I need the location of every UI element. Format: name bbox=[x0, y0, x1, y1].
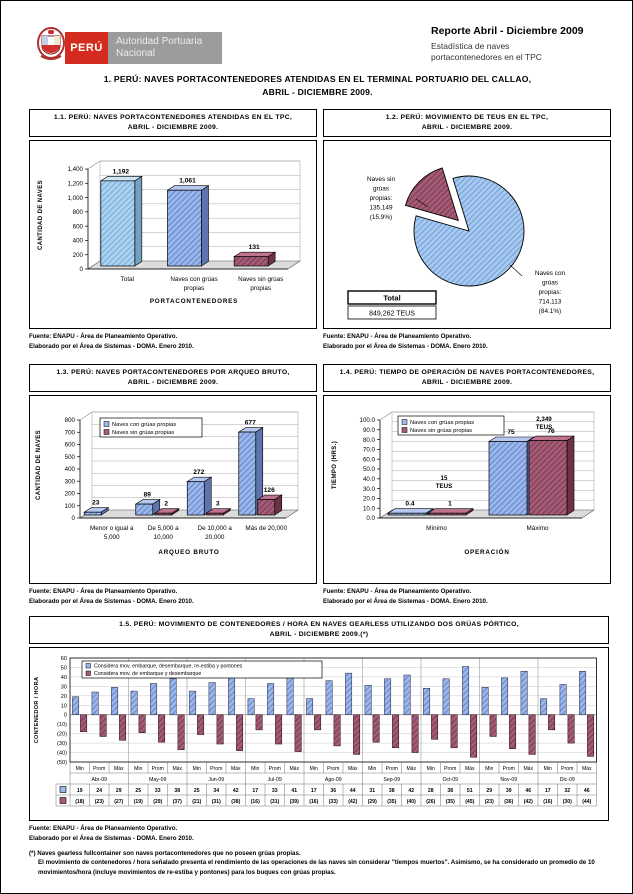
svg-text:Sep-09: Sep-09 bbox=[383, 777, 401, 784]
svg-text:40.0: 40.0 bbox=[362, 476, 375, 484]
bar-chart-contenedores-hora bbox=[30, 650, 606, 818]
svg-text:(38): (38) bbox=[231, 799, 241, 806]
svg-text:20: 20 bbox=[60, 694, 67, 701]
svg-text:(36): (36) bbox=[504, 799, 514, 806]
svg-text:29: 29 bbox=[115, 788, 122, 795]
svg-text:1: 1 bbox=[448, 501, 452, 509]
svg-text:(19): (19) bbox=[133, 799, 143, 806]
svg-text:Prom: Prom bbox=[93, 766, 106, 773]
svg-text:131: 131 bbox=[248, 244, 260, 252]
svg-text:propias:: propias: bbox=[369, 195, 393, 203]
panel-1-2-chart-box bbox=[323, 140, 611, 329]
page-title bbox=[1, 73, 633, 99]
svg-text:1,000: 1,000 bbox=[67, 195, 83, 203]
panel-1-2-title bbox=[323, 109, 611, 137]
svg-text:10,000: 10,000 bbox=[153, 534, 173, 542]
svg-text:propias: propias bbox=[183, 285, 205, 293]
svg-text:(35): (35) bbox=[387, 799, 397, 806]
panel-1-5-chart-box bbox=[29, 647, 609, 821]
svg-text:Máx: Máx bbox=[113, 766, 124, 773]
svg-text:(40): (40) bbox=[57, 750, 67, 757]
svg-text:Naves con grúas: Naves con grúas bbox=[170, 276, 218, 284]
panel-1-1-title-line2: ABRIL - DICIEMBRE 2009. bbox=[127, 124, 219, 132]
svg-text:(16): (16) bbox=[543, 799, 553, 806]
panel-1-3-source bbox=[29, 587, 317, 606]
source-line2: Elaborado por el Área de Sistemas - DOMA. Enero 2010. bbox=[29, 834, 194, 842]
svg-text:(18): (18) bbox=[75, 799, 85, 806]
svg-text:400: 400 bbox=[72, 238, 83, 246]
svg-text:(84.1%): (84.1%) bbox=[538, 308, 562, 316]
svg-text:Min: Min bbox=[485, 766, 494, 773]
svg-text:(21): (21) bbox=[192, 799, 202, 806]
svg-text:Total: Total bbox=[120, 276, 134, 284]
report-subtitle-line1: Estadística de naves bbox=[431, 41, 510, 51]
svg-text:May-09: May-09 bbox=[149, 777, 167, 784]
svg-text:Ago-09: Ago-09 bbox=[324, 777, 342, 784]
svg-text:1,061: 1,061 bbox=[179, 178, 196, 186]
report-header bbox=[431, 25, 616, 63]
svg-text:41: 41 bbox=[291, 788, 298, 795]
panel-1-1-title-line1: 1.1. PERÚ: NAVES PORTACONTENEDORES ATENDIDAS EN EL TPC, bbox=[53, 114, 293, 121]
svg-text:Min: Min bbox=[543, 766, 552, 773]
svg-text:Naves sin: Naves sin bbox=[366, 176, 396, 184]
svg-text:0.0: 0.0 bbox=[366, 515, 375, 523]
svg-text:(45): (45) bbox=[465, 799, 475, 806]
svg-text:(39): (39) bbox=[289, 799, 299, 806]
svg-text:0: 0 bbox=[71, 515, 75, 523]
svg-text:0: 0 bbox=[63, 713, 67, 720]
footnote-line3: movimientos/hora (incluye movimientos de re-estiba y pontones) para los buques con grúas propias. bbox=[38, 868, 336, 876]
svg-text:90.0: 90.0 bbox=[362, 427, 375, 435]
bar-chart-tiempo-operacion bbox=[324, 396, 610, 581]
svg-text:TEUS: TEUS bbox=[435, 483, 453, 491]
svg-text:(31): (31) bbox=[270, 799, 280, 806]
svg-text:Oct-09: Oct-09 bbox=[442, 777, 459, 784]
svg-text:32: 32 bbox=[564, 788, 571, 795]
panel-1-4-title-line2: ABRIL - DICIEMBRE 2009. bbox=[421, 379, 513, 387]
svg-text:(20): (20) bbox=[57, 732, 67, 739]
svg-text:TEUS: TEUS bbox=[535, 424, 553, 432]
source-line1: Fuente: ENAPU - Área de Planeamiento Operativo. bbox=[29, 333, 178, 341]
svg-text:Más de 20,000: Más de 20,000 bbox=[245, 525, 288, 533]
svg-text:Prom: Prom bbox=[502, 766, 515, 773]
svg-text:Naves con grúas propias: Naves con grúas propias bbox=[410, 420, 475, 427]
panel-1-3-title-line2: ABRIL - DICIEMBRE 2009. bbox=[127, 379, 219, 387]
svg-text:(35): (35) bbox=[445, 799, 455, 806]
svg-text:(30): (30) bbox=[562, 799, 572, 806]
panel-1-5-source bbox=[29, 824, 609, 877]
svg-text:800: 800 bbox=[64, 417, 75, 425]
panel-1-5-title-line1: 1.5. PERÚ: MOVIMIENTO DE CONTENEDORES / HORA EN NAVES GEARLESS UTILIZANDO DOS GRÚAS PÓRTICO, bbox=[119, 621, 519, 628]
svg-text:(16): (16) bbox=[250, 799, 260, 806]
svg-text:44: 44 bbox=[349, 788, 356, 795]
svg-text:60.0: 60.0 bbox=[362, 456, 375, 464]
svg-text:600: 600 bbox=[64, 442, 75, 450]
footnote-line1: (*) Naves gearless fullcontainer son naves portacontenedores que no poseen grúas propias. bbox=[29, 849, 301, 857]
svg-text:36: 36 bbox=[330, 788, 337, 795]
svg-text:34: 34 bbox=[213, 788, 220, 795]
svg-text:De 5,000 a: De 5,000 a bbox=[147, 525, 179, 533]
svg-text:17: 17 bbox=[310, 788, 317, 795]
svg-text:Prom: Prom bbox=[151, 766, 164, 773]
svg-text:Prom: Prom bbox=[327, 766, 340, 773]
svg-text:(44): (44) bbox=[582, 799, 592, 806]
panel-1-5 bbox=[29, 616, 609, 877]
svg-text:(10): (10) bbox=[57, 722, 67, 729]
svg-text:29: 29 bbox=[486, 788, 493, 795]
svg-text:5,000: 5,000 bbox=[103, 534, 120, 542]
svg-text:(30): (30) bbox=[57, 741, 67, 748]
svg-text:Naves con grúas propias: Naves con grúas propias bbox=[112, 422, 177, 429]
source-line1: Fuente: ENAPU - Área de Planeamiento Operativo. bbox=[323, 588, 472, 596]
svg-text:40: 40 bbox=[60, 675, 67, 682]
pie-chart-movimiento-teus bbox=[324, 141, 610, 326]
svg-text:(50): (50) bbox=[57, 760, 67, 767]
svg-text:Máx: Máx bbox=[581, 766, 592, 773]
svg-text:Máximo: Máximo bbox=[526, 525, 549, 533]
svg-text:Máx: Máx bbox=[523, 766, 534, 773]
panel-1-3-title-line1: 1.3. PERÚ: NAVES PORTACONTENEDORES POR ARQUEO BRUTO, bbox=[56, 369, 290, 376]
svg-text:33: 33 bbox=[154, 788, 161, 795]
svg-text:200: 200 bbox=[72, 252, 83, 260]
source-line2: Elaborado por el Área de Sistemas - DOMA. Enero 2010. bbox=[323, 342, 488, 350]
svg-text:Dic-09: Dic-09 bbox=[559, 777, 575, 784]
panel-1-4 bbox=[323, 364, 611, 607]
peru-coat-of-arms-icon bbox=[37, 26, 65, 64]
peru-brand-badge bbox=[65, 32, 108, 64]
svg-text:Nov-09: Nov-09 bbox=[500, 777, 518, 784]
svg-text:Prom: Prom bbox=[385, 766, 398, 773]
svg-text:Min: Min bbox=[192, 766, 201, 773]
svg-text:10: 10 bbox=[60, 703, 67, 710]
panel-1-1-source bbox=[29, 332, 317, 351]
svg-text:(23): (23) bbox=[94, 799, 104, 806]
panel-1-1 bbox=[29, 109, 317, 352]
svg-text:Considera mov. de embarque y d: Considera mov. de embarque y desembarque bbox=[94, 671, 202, 678]
svg-text:Máx: Máx bbox=[289, 766, 300, 773]
svg-text:(26): (26) bbox=[426, 799, 436, 806]
svg-text:CONTENEDOR / HORA: CONTENEDOR / HORA bbox=[34, 677, 40, 744]
svg-text:135,149: 135,149 bbox=[369, 204, 393, 212]
svg-text:30.0: 30.0 bbox=[362, 486, 375, 494]
svg-text:Mínimo: Mínimo bbox=[426, 525, 447, 533]
svg-text:Jun-09: Jun-09 bbox=[208, 777, 225, 784]
page-title-line1: 1. PERÚ: NAVES PORTACONTENEDORES ATENDIDAS EN EL TERMINAL PORTUARIO DEL CALLAO, bbox=[103, 74, 532, 84]
svg-text:Naves con: Naves con bbox=[534, 270, 566, 278]
svg-text:714,113: 714,113 bbox=[538, 298, 562, 306]
svg-text:15: 15 bbox=[440, 475, 448, 483]
svg-text:200: 200 bbox=[64, 491, 75, 499]
svg-text:700: 700 bbox=[64, 429, 75, 437]
svg-text:Min: Min bbox=[134, 766, 143, 773]
svg-text:100: 100 bbox=[64, 503, 75, 511]
svg-text:Total: Total bbox=[383, 293, 401, 303]
svg-text:46: 46 bbox=[583, 788, 590, 795]
svg-text:20.0: 20.0 bbox=[362, 495, 375, 503]
svg-text:(27): (27) bbox=[114, 799, 124, 806]
svg-text:25: 25 bbox=[135, 788, 142, 795]
svg-text:Jul-09: Jul-09 bbox=[267, 777, 282, 784]
svg-text:grúas: grúas bbox=[542, 279, 558, 287]
panel-1-2-title-line1: 1.2. PERÚ: MOVIMIENTO DE TEUS EN EL TPC, bbox=[385, 114, 549, 121]
svg-text:PORTACONTENEDORES: PORTACONTENEDORES bbox=[149, 298, 239, 306]
panel-1-3 bbox=[29, 364, 317, 607]
svg-text:Naves sin grúas: Naves sin grúas bbox=[238, 276, 284, 284]
page-title-line2: ABRIL - DICIEMBRE 2009. bbox=[262, 86, 373, 97]
svg-text:(42): (42) bbox=[348, 799, 358, 806]
svg-text:1,400: 1,400 bbox=[67, 166, 83, 174]
svg-text:38: 38 bbox=[447, 788, 454, 795]
svg-text:400: 400 bbox=[64, 466, 75, 474]
source-line1: Fuente: ENAPU - Área de Planeamiento Operativo. bbox=[323, 333, 472, 341]
svg-text:500: 500 bbox=[64, 454, 75, 462]
svg-text:50: 50 bbox=[60, 665, 67, 672]
svg-text:39: 39 bbox=[505, 788, 512, 795]
svg-text:Prom: Prom bbox=[444, 766, 457, 773]
svg-text:Máx: Máx bbox=[347, 766, 358, 773]
svg-text:23: 23 bbox=[92, 500, 100, 508]
apn-brand-line2: Nacional bbox=[116, 47, 155, 59]
svg-text:2,349: 2,349 bbox=[536, 416, 552, 424]
svg-text:ARQUEO BRUTO: ARQUEO BRUTO bbox=[158, 549, 220, 557]
svg-text:600: 600 bbox=[72, 223, 83, 231]
svg-text:(40): (40) bbox=[406, 799, 416, 806]
svg-text:propias: propias bbox=[250, 285, 271, 293]
svg-text:17: 17 bbox=[252, 788, 259, 795]
source-line2: Elaborado por el Área de Sistemas - DOMA. Enero 2010. bbox=[323, 597, 488, 605]
report-title: Reporte Abril - Diciembre 2009 bbox=[431, 25, 584, 37]
svg-text:3: 3 bbox=[215, 501, 220, 509]
svg-text:Min: Min bbox=[251, 766, 260, 773]
svg-text:Máx: Máx bbox=[464, 766, 475, 773]
svg-text:Máx: Máx bbox=[406, 766, 417, 773]
svg-text:2: 2 bbox=[164, 501, 169, 509]
svg-text:grúas: grúas bbox=[373, 185, 389, 193]
panel-1-4-title-line1: 1.4. PERÚ: TIEMPO DE OPERACIÓN DE NAVES PORTACONTENEDORES, bbox=[339, 369, 595, 376]
svg-text:(15.9%): (15.9%) bbox=[369, 214, 393, 222]
svg-text:Abr-09: Abr-09 bbox=[91, 777, 108, 784]
svg-text:30: 30 bbox=[60, 684, 67, 691]
svg-text:800: 800 bbox=[72, 209, 83, 217]
svg-text:Prom: Prom bbox=[268, 766, 281, 773]
svg-text:28: 28 bbox=[427, 788, 434, 795]
svg-text:Prom: Prom bbox=[561, 766, 574, 773]
svg-text:De 10,000 a: De 10,000 a bbox=[197, 525, 232, 533]
svg-text:Naves sin grúas propias: Naves sin grúas propias bbox=[112, 430, 175, 437]
svg-text:70.0: 70.0 bbox=[362, 446, 375, 454]
svg-text:126: 126 bbox=[263, 487, 275, 495]
svg-text:42: 42 bbox=[232, 788, 239, 795]
svg-text:Min: Min bbox=[75, 766, 84, 773]
apn-brand-badge bbox=[108, 32, 222, 64]
svg-text:Naves sin grúas propias: Naves sin grúas propias bbox=[410, 428, 473, 435]
svg-text:60: 60 bbox=[60, 656, 67, 663]
bar-chart-arqueo-bruto bbox=[30, 396, 316, 581]
panel-1-5-title-line2: ABRIL - DICIEMBRE 2009.(*) bbox=[269, 631, 369, 639]
svg-text:1,192: 1,192 bbox=[112, 168, 130, 176]
svg-text:89: 89 bbox=[143, 491, 151, 499]
svg-text:Prom: Prom bbox=[210, 766, 223, 773]
svg-text:Menor o igual a: Menor o igual a bbox=[90, 525, 134, 533]
svg-text:propias:: propias: bbox=[538, 289, 562, 297]
svg-text:(42): (42) bbox=[523, 799, 533, 806]
svg-text:25: 25 bbox=[193, 788, 200, 795]
panel-1-4-title bbox=[323, 364, 611, 392]
panel-1-2-source bbox=[323, 332, 611, 351]
source-line1: Fuente: ENAPU - Área de Planeamiento Operativo. bbox=[29, 588, 178, 596]
panel-1-4-chart-box bbox=[323, 395, 611, 584]
svg-text:46: 46 bbox=[525, 788, 532, 795]
report-subtitle-line2: portacontenedores en el TPC bbox=[431, 52, 542, 63]
svg-text:31: 31 bbox=[369, 788, 376, 795]
svg-text:849,262 TEUS: 849,262 TEUS bbox=[369, 310, 415, 318]
svg-text:80.0: 80.0 bbox=[362, 437, 375, 445]
footnote-line2: El movimiento de contenedores / hora señalado presenta el rendimiento de las operaciones de las naves sin considerar "tiempos muertos". Asimismo, se ha considerado un promedio de 10 bbox=[38, 859, 595, 867]
svg-text:100.0: 100.0 bbox=[359, 417, 375, 425]
svg-text:20,000: 20,000 bbox=[205, 534, 225, 542]
apn-brand-line1: Autoridad Portuaria bbox=[116, 36, 203, 47]
svg-text:17: 17 bbox=[544, 788, 551, 795]
svg-text:(29): (29) bbox=[153, 799, 163, 806]
svg-text:1,200: 1,200 bbox=[67, 180, 83, 188]
svg-text:Min: Min bbox=[426, 766, 435, 773]
svg-text:50.0: 50.0 bbox=[362, 466, 375, 474]
panel-1-5-title bbox=[29, 616, 609, 644]
svg-text:272: 272 bbox=[193, 469, 205, 477]
bar-chart-naves-atendidas bbox=[30, 141, 316, 326]
panel-1-1-chart-box bbox=[29, 140, 317, 329]
panel-1-2 bbox=[323, 109, 611, 352]
svg-text:(29): (29) bbox=[367, 799, 377, 806]
svg-text:TIEMPO (HRS.): TIEMPO (HRS.) bbox=[332, 441, 338, 490]
svg-text:Máx: Máx bbox=[172, 766, 183, 773]
svg-text:CANTIDAD DE NAVES: CANTIDAD DE NAVES bbox=[38, 180, 44, 251]
svg-text:OPERACIÓN: OPERACIÓN bbox=[464, 549, 510, 557]
panel-1-4-source bbox=[323, 587, 611, 606]
svg-text:75: 75 bbox=[507, 429, 515, 437]
source-line1: Fuente: ENAPU - Área de Planeamiento Operativo. bbox=[29, 825, 178, 833]
svg-text:76: 76 bbox=[547, 428, 555, 436]
svg-text:300: 300 bbox=[64, 478, 75, 486]
panel-1-2-title-line2: ABRIL - DICIEMBRE 2009. bbox=[421, 124, 513, 132]
svg-text:42: 42 bbox=[408, 788, 415, 795]
svg-text:38: 38 bbox=[388, 788, 395, 795]
svg-text:24: 24 bbox=[96, 788, 103, 795]
panel-1-1-title bbox=[29, 109, 317, 137]
svg-text:677: 677 bbox=[244, 419, 256, 427]
svg-text:10.0: 10.0 bbox=[362, 505, 375, 513]
svg-text:(37): (37) bbox=[172, 799, 182, 806]
peru-brand-label: PERÚ bbox=[70, 42, 103, 54]
svg-text:(33): (33) bbox=[328, 799, 338, 806]
svg-text:0.4: 0.4 bbox=[405, 501, 415, 509]
svg-text:51: 51 bbox=[466, 788, 473, 795]
svg-text:(23): (23) bbox=[484, 799, 494, 806]
svg-text:19: 19 bbox=[76, 788, 83, 795]
panel-1-3-title bbox=[29, 364, 317, 392]
source-line2: Elaborado por el Área de Sistemas - DOMA. Enero 2010. bbox=[29, 342, 194, 350]
svg-text:38: 38 bbox=[174, 788, 181, 795]
svg-text:(31): (31) bbox=[211, 799, 221, 806]
svg-text:(16): (16) bbox=[309, 799, 319, 806]
panel-1-3-chart-box bbox=[29, 395, 317, 584]
source-line2: Elaborado por el Área de Sistemas - DOMA. Enero 2010. bbox=[29, 597, 194, 605]
svg-text:Min: Min bbox=[368, 766, 377, 773]
svg-text:33: 33 bbox=[271, 788, 278, 795]
svg-text:0: 0 bbox=[79, 266, 83, 274]
svg-text:CANTIDAD DE NAVES: CANTIDAD DE NAVES bbox=[36, 430, 42, 501]
svg-text:Máx: Máx bbox=[230, 766, 241, 773]
svg-text:Considera mov. embarque, desem: Considera mov. embarque, desembarque, re-estiba y pontones bbox=[94, 663, 243, 670]
svg-text:Min: Min bbox=[309, 766, 318, 773]
